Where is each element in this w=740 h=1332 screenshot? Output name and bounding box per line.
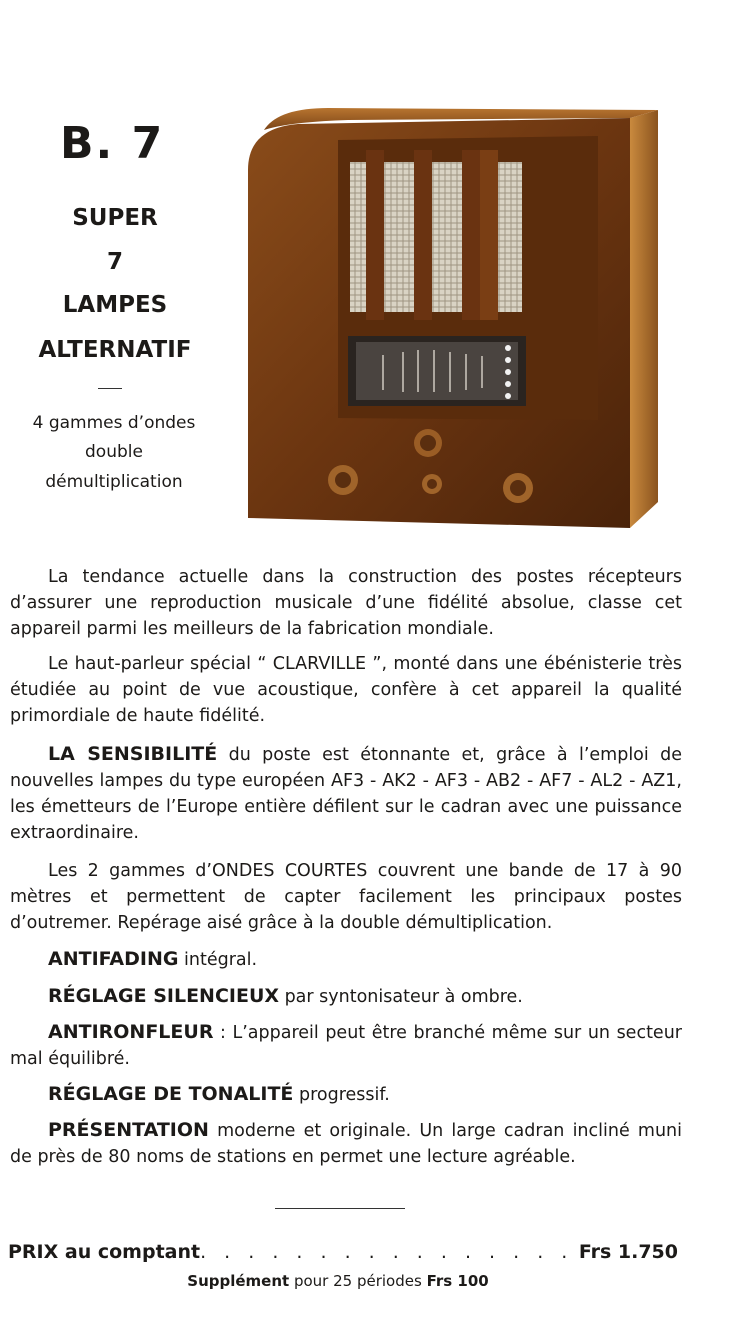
silent-tuning-paragraph [10, 983, 682, 1010]
headline-super: SUPER [72, 205, 158, 231]
presentation-text: moderne et originale. Un large cadran incliné muni de près de 80 noms de stations en permet une lecture agréable. [10, 1121, 682, 1167]
headline-count: 7 [106, 249, 123, 275]
tone-heading: RÉGLAGE DE TONALITÉ [48, 1083, 294, 1105]
antihum-heading: ANTIRONFLEUR [48, 1021, 214, 1043]
supplement-label: Supplément [187, 1272, 290, 1290]
price-amount: Frs 1.750 [578, 1241, 678, 1263]
feature-double: double [85, 442, 143, 462]
supplement-periods: pour 25 périodes [289, 1272, 427, 1290]
sensitivity-heading: LA SENSIBILITÉ [48, 743, 218, 765]
antihum-paragraph [10, 1019, 682, 1072]
radio-cabinet-icon [238, 100, 668, 532]
price-label-rest: au comptant [58, 1241, 201, 1263]
speaker-paragraph: Le haut-parleur spécial “ CLARVILLE ”, monté dans une ébénisterie très étudiée au point de vue acoustique, confère à cet appareil la qualité primordiale de haute fidélité. [10, 654, 682, 726]
price-dots: . . . . . . . . . . . . . . . . [200, 1241, 574, 1263]
antifading-paragraph [10, 946, 682, 973]
antifading-heading: ANTIFADING [48, 948, 179, 970]
tone-text: progressif. [293, 1085, 390, 1105]
headline-alternatif: ALTERNATIF [38, 337, 192, 363]
price-line [8, 1241, 678, 1263]
feature-bands: 4 gammes d’ondes [32, 413, 196, 433]
antifading-text: intégral. [178, 950, 258, 970]
feature-demultiplication: démultiplication [45, 472, 183, 492]
presentation-heading: PRÉSENTATION [48, 1119, 209, 1141]
price-label-bold: PRIX [8, 1241, 59, 1263]
headline-lampes: LAMPES [62, 292, 168, 318]
antihum-text: : L’appareil peut être branché même sur un secteur mal équilibré. [10, 1023, 682, 1069]
shortwave-paragraph: Les 2 gammes d’ONDES COURTES couvrent une bande de 17 à 90 mètres et permettent de capter facilement les principaux postes d’outremer. Repérage aisé grâce à la double démultiplication. [10, 861, 682, 933]
tone-paragraph [10, 1081, 682, 1108]
intro-paragraph: La tendance actuelle dans la construction des postes récepteurs d’assurer une reproduction musicale d’une fidélité absolue, classe cet appareil parmi les meilleurs de la fabrication mondiale. [10, 567, 682, 639]
model-number: B. 7 [60, 118, 165, 169]
supplement-line [0, 1272, 676, 1290]
silent-tuning-text: par syntonisateur à ombre. [279, 987, 523, 1007]
footer-divider [275, 1208, 405, 1209]
supplement-amount: Frs 100 [426, 1272, 489, 1290]
header-divider [98, 388, 122, 389]
sensitivity-text: du poste est étonnante et, grâce à l’emploi de nouvelles lampes du type européen AF3 - AK2 - AF3 - AB2 - AF7 - AL2 - AZ1, les émetteurs de l’Europe entière défilent sur le cadran avec une puissance extraordinaire. [10, 745, 682, 843]
presentation-paragraph [10, 1117, 682, 1170]
sensitivity-paragraph [10, 741, 682, 846]
silent-tuning-heading: RÉGLAGE SILENCIEUX [48, 985, 280, 1007]
